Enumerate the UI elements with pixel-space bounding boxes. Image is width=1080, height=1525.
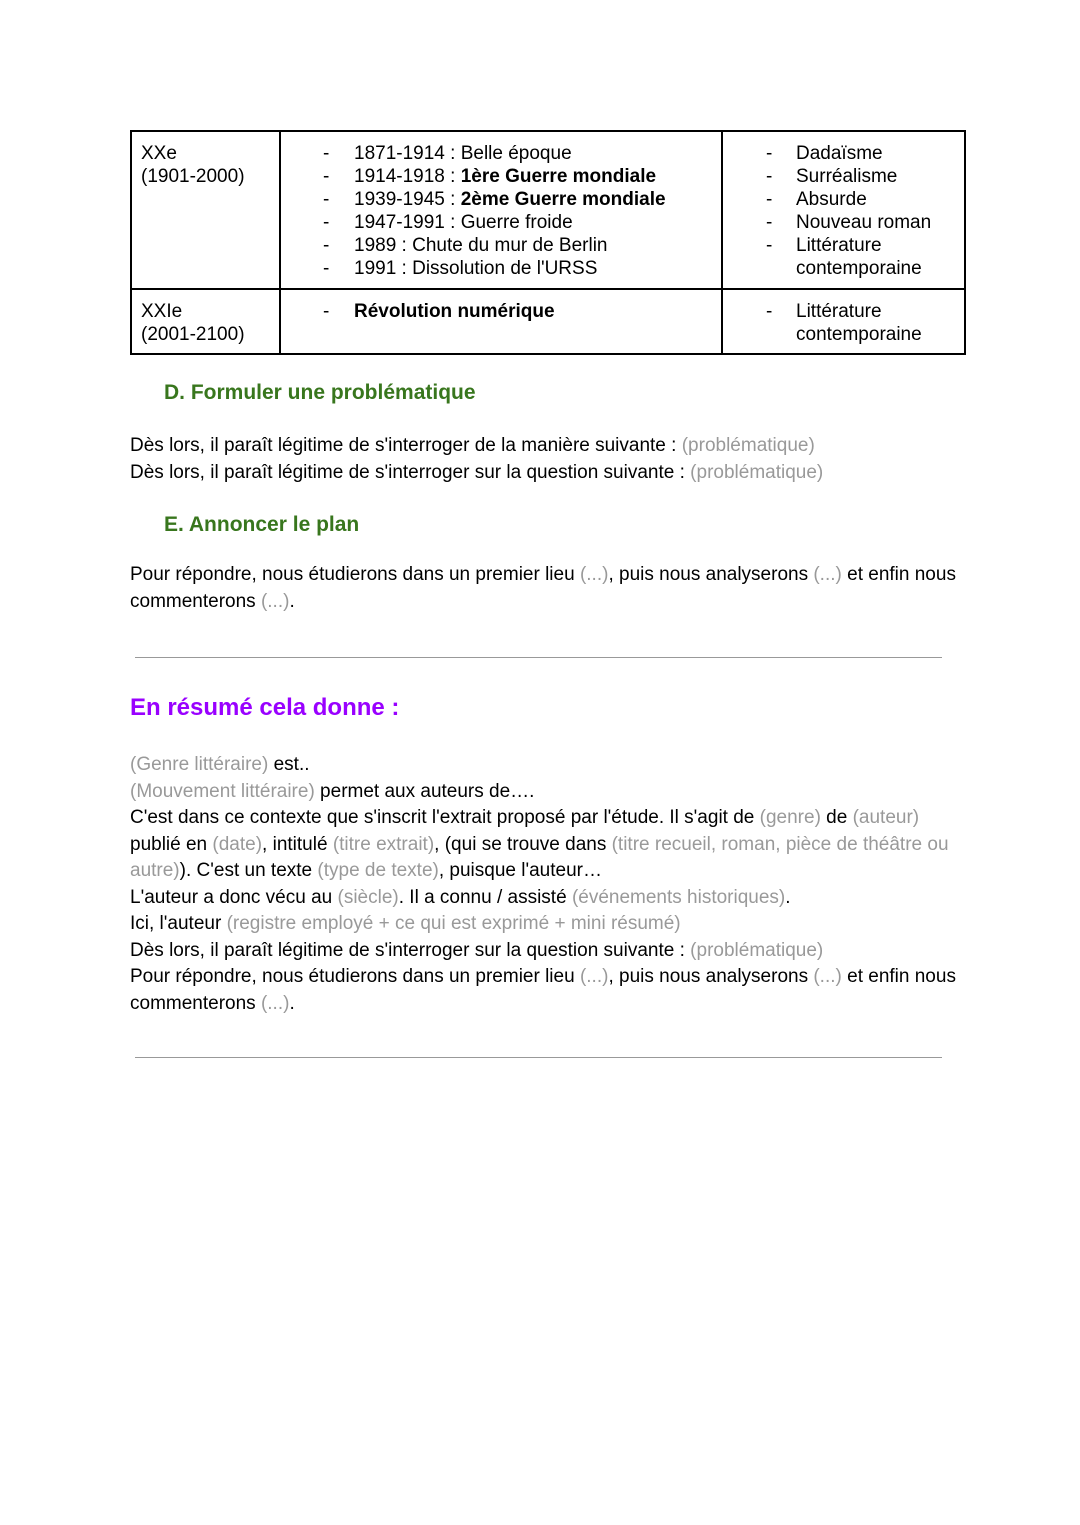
events-cell <box>280 131 722 289</box>
summary-line: Dès lors, il paraît légitime de s'interroger sur la question suivante : (problématique) <box>130 939 824 961</box>
summary-paragraph: Pour répondre, nous étudierons dans un premier lieu (...), puis nous analyserons (...) et enfin nous commenterons (...). <box>130 966 956 1014</box>
table-row <box>131 131 965 289</box>
problem-line: Dès lors, il paraît légitime de s'interroger sur la question suivante : (problématique) <box>130 461 824 483</box>
movement-item: - Surréalisme <box>723 165 964 188</box>
movement-item: - Littérature contemporaine <box>723 234 964 280</box>
problem-line: Dès lors, il paraît légitime de s'interroger de la manière suivante : (problématique) <box>130 435 815 456</box>
summary-paragraph: C'est dans ce contexte que s'inscrit l'extrait proposé par l'étude. Il s'agit de (genre) de (auteur) publié en (date), intitulé (titre extrait), (qui se trouve dans (titre recueil, roman, pièce de théâtre ou autre)). C'est un texte (type de texte), puisque l'auteur… <box>130 807 949 881</box>
movement-item: - Dadaïsme <box>723 142 964 165</box>
event-item: - 1914-1918 : 1ère Guerre mondiale <box>281 165 721 188</box>
events-cell <box>280 289 722 354</box>
movement-item: - Nouveau roman <box>723 211 964 234</box>
divider <box>135 657 942 658</box>
movement-item: - Littérature contemporaine <box>723 300 964 346</box>
century-cell <box>131 289 280 354</box>
century-label: XXIe <box>141 301 183 322</box>
event-item: - 1947-1991 : Guerre froide <box>281 211 721 234</box>
century-table <box>130 130 966 355</box>
event-item: - 1871-1914 : Belle époque <box>281 142 721 165</box>
summary-line: (Mouvement littéraire) permet aux auteurs de…. <box>130 780 535 802</box>
event-item: - Révolution numérique <box>281 300 721 323</box>
summary-line: L'auteur a donc vécu au (siècle). Il a connu / assisté (événements historiques). <box>130 886 791 908</box>
summary-body <box>130 752 960 1017</box>
divider <box>135 1057 942 1058</box>
century-label: XXe <box>141 143 177 164</box>
century-range: (1901-2000) <box>141 166 245 187</box>
section-e-heading: E. Annoncer le plan <box>164 513 360 536</box>
summary-line: Ici, l'auteur (registre employé + ce qui est exprimé + mini résumé) <box>130 913 681 934</box>
century-cell <box>131 131 280 289</box>
event-item: - 1991 : Dissolution de l'URSS <box>281 257 721 280</box>
section-d-body <box>130 433 960 486</box>
summary-line: (Genre littéraire) est.. <box>130 754 310 775</box>
event-item: - 1989 : Chute du mur de Berlin <box>281 234 721 257</box>
movements-cell <box>722 289 965 354</box>
movements-cell <box>722 131 965 289</box>
section-e-body: Pour répondre, nous étudierons dans un premier lieu (...), puis nous analyserons (...) et enfin nous commenterons (...). <box>130 564 956 612</box>
summary-heading: En résumé cela donne : <box>130 694 400 721</box>
event-item: - 1939-1945 : 2ème Guerre mondiale <box>281 188 721 211</box>
table-row <box>131 289 965 354</box>
movement-item: - Absurde <box>723 188 964 211</box>
century-range: (2001-2100) <box>141 324 245 345</box>
section-d-heading: D. Formuler une problématique <box>164 381 476 404</box>
